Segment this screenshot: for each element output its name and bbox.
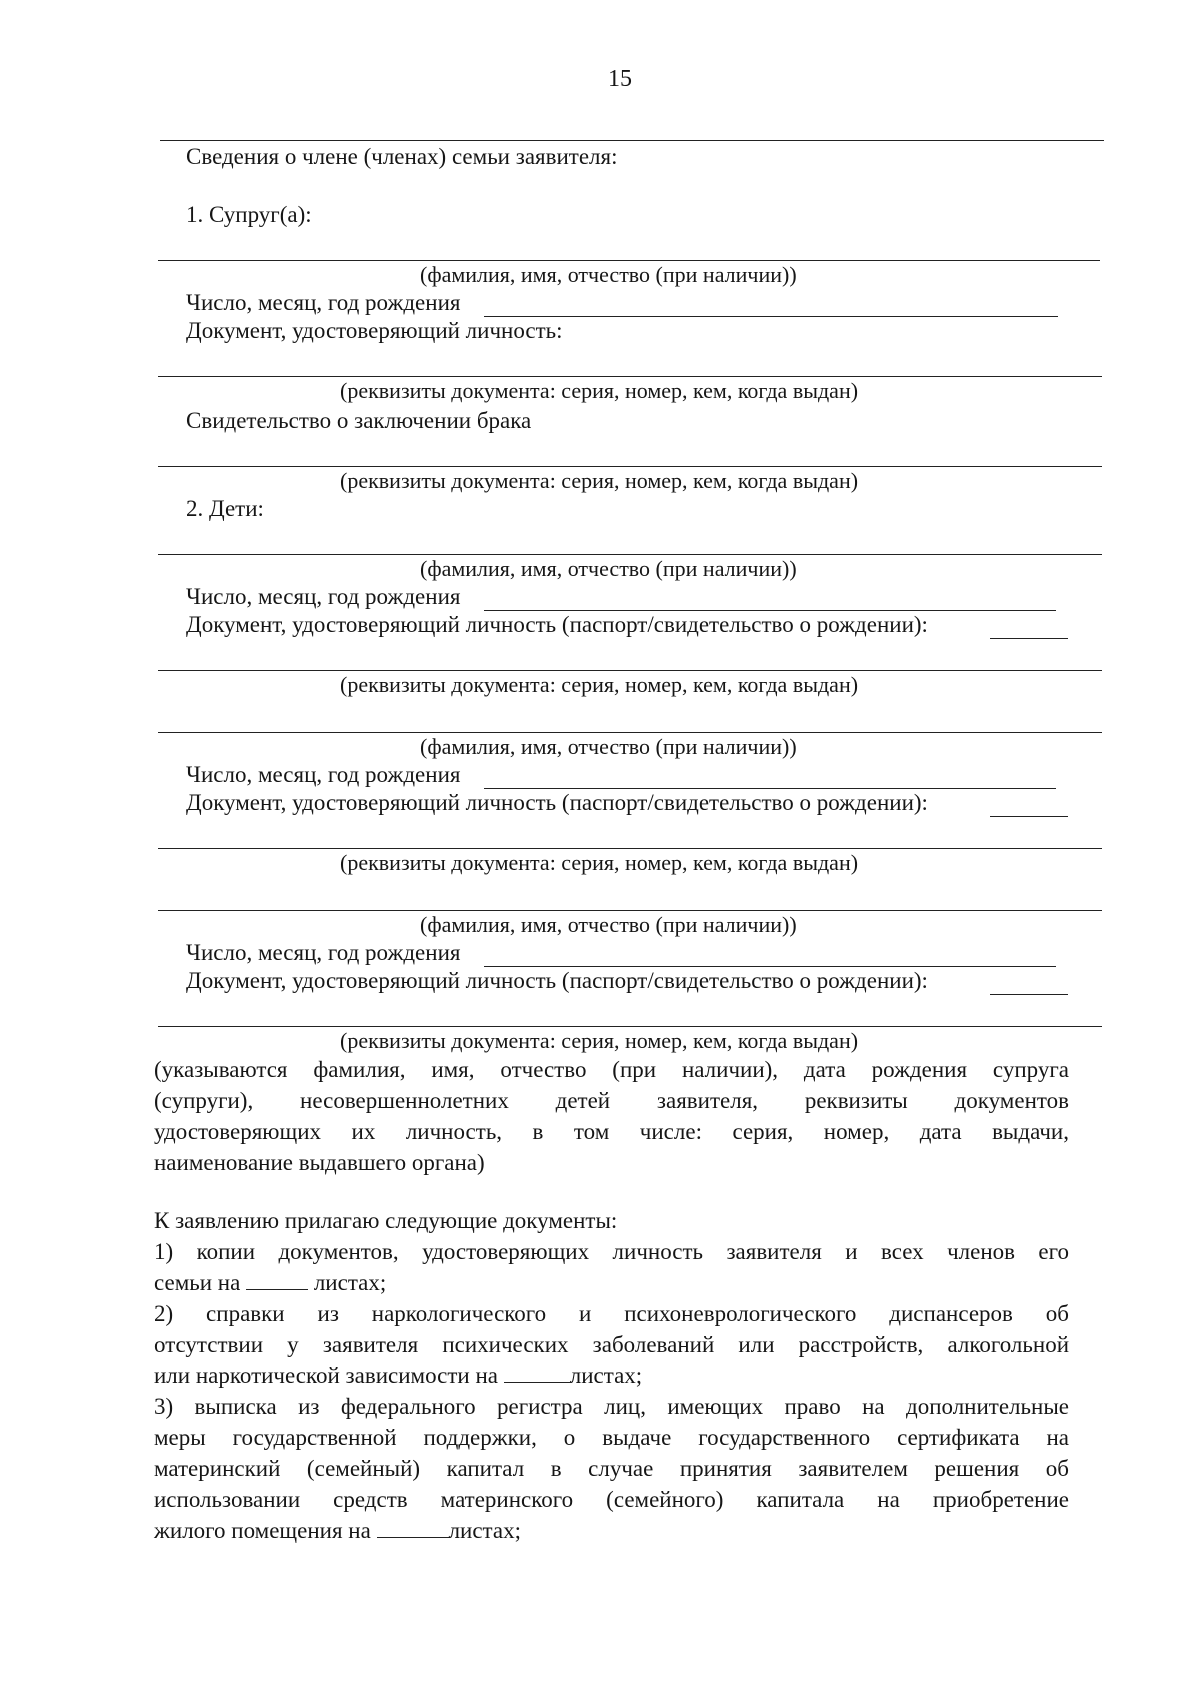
child-1-birth-field[interactable]	[484, 610, 1056, 611]
attachment-3-pages-field[interactable]	[377, 1517, 449, 1538]
child-2-birth-label: Число, месяц, год рождения	[186, 762, 461, 787]
family-note-paragraph	[154, 1054, 1069, 1178]
spouse-doc-line[interactable]	[158, 376, 1102, 377]
spouse-name-caption: (фамилия, имя, отчество (при наличии))	[420, 262, 797, 287]
attachment-1-prefix: семьи на	[154, 1270, 241, 1295]
note-line-4: наименование выдавшего органа)	[154, 1150, 485, 1175]
child-1-name-caption: (фамилия, имя, отчество (при наличии))	[420, 556, 797, 581]
spouse-birth-field[interactable]	[484, 316, 1058, 317]
note-line-1: (указываются фамилия, имя, отчество (при наличии), дата рождения супруга	[154, 1057, 1069, 1082]
child-1-id-doc-field[interactable]	[990, 638, 1068, 639]
child-3-birth-field[interactable]	[484, 966, 1056, 967]
attachment-3-line-4: использовании средств материнского (семейного) капитала на приобретение	[154, 1487, 1069, 1512]
child-3-id-doc-field[interactable]	[990, 994, 1068, 995]
attachment-3-line-5	[154, 1515, 1069, 1546]
marriage-certificate-label: Свидетельство о заключении брака	[186, 408, 532, 433]
spouse-id-doc-label: Документ, удостоверяющий личность:	[186, 318, 563, 343]
child-2-name-caption: (фамилия, имя, отчество (при наличии))	[420, 734, 797, 759]
attachment-2-suffix: листах;	[569, 1363, 643, 1388]
top-rule	[160, 140, 1104, 141]
attachment-2-pages-field[interactable]	[504, 1362, 570, 1383]
children-heading: 2. Дети:	[186, 496, 264, 521]
child-2-birth-field[interactable]	[484, 788, 1056, 789]
attachment-3-prefix: жилого помещения на	[154, 1518, 371, 1543]
child-3-name-line[interactable]	[158, 910, 1102, 911]
attachment-item-3	[154, 1391, 1069, 1546]
child-2-doc-line[interactable]	[158, 848, 1102, 849]
attachment-2-line-2: отсутствии у заявителя психических заболеваний или расстройств, алкогольной	[154, 1332, 1069, 1357]
attachment-2-prefix: или наркотической зависимости на	[154, 1363, 498, 1388]
attachment-3-line-2: меры государственной поддержки, о выдаче государственного сертификата на	[154, 1425, 1069, 1450]
attachments-heading: К заявлению прилагаю следующие документы:	[154, 1208, 618, 1233]
spouse-heading: 1. Супруг(а):	[186, 202, 312, 227]
note-line-3: удостоверяющих их личность, в том числе: серия, номер, дата выдачи,	[154, 1119, 1069, 1144]
attachment-2-line-3	[154, 1360, 1069, 1391]
note-line-2: (супруги), несовершеннолетних детей заявителя, реквизиты документов	[154, 1088, 1069, 1113]
attachment-item-2	[154, 1298, 1069, 1391]
attachment-2-line-1: 2) справки из наркологического и психоневрологического диспансеров об	[154, 1301, 1069, 1326]
attachment-1-suffix: листах;	[313, 1270, 387, 1295]
child-3-doc-line[interactable]	[158, 1026, 1102, 1027]
child-2-id-doc-field[interactable]	[990, 816, 1068, 817]
child-3-doc-caption: (реквизиты документа: серия, номер, кем, когда выдан)	[340, 1028, 859, 1053]
spouse-name-line[interactable]	[158, 260, 1100, 261]
child-2-name-line[interactable]	[158, 732, 1102, 733]
spouse-doc-caption: (реквизиты документа: серия, номер, кем, когда выдан)	[340, 378, 859, 403]
attachment-1-line-1: 1) копии документов, удостоверяющих личность заявителя и всех членов его	[154, 1239, 1069, 1264]
marriage-doc-line[interactable]	[158, 466, 1102, 467]
page-number: 15	[608, 66, 632, 92]
child-1-id-doc-label: Документ, удостоверяющий личность (паспорт/свидетельство о рождении):	[186, 612, 928, 637]
child-2-doc-caption: (реквизиты документа: серия, номер, кем, когда выдан)	[340, 850, 859, 875]
family-section-header: Сведения о члене (членах) семьи заявителя:	[186, 144, 618, 169]
child-3-name-caption: (фамилия, имя, отчество (при наличии))	[420, 912, 797, 937]
child-1-doc-line[interactable]	[158, 670, 1102, 671]
spouse-birth-label: Число, месяц, год рождения	[186, 290, 461, 315]
attachment-1-line-2	[154, 1267, 1069, 1298]
attachment-3-line-3: материнский (семейный) капитал в случае принятия заявителем решения об	[154, 1456, 1069, 1481]
attachment-3-line-1: 3) выписка из федерального регистра лиц, имеющих право на дополнительные	[154, 1394, 1069, 1419]
child-1-birth-label: Число, месяц, год рождения	[186, 584, 461, 609]
marriage-doc-caption: (реквизиты документа: серия, номер, кем, когда выдан)	[340, 468, 859, 493]
child-1-name-line[interactable]	[158, 554, 1102, 555]
child-3-birth-label: Число, месяц, год рождения	[186, 940, 461, 965]
attachment-3-suffix: листах;	[448, 1518, 521, 1543]
attachment-item-1	[154, 1236, 1069, 1298]
attachment-1-pages-field[interactable]	[246, 1269, 308, 1290]
child-3-id-doc-label: Документ, удостоверяющий личность (паспорт/свидетельство о рождении):	[186, 968, 928, 993]
child-1-doc-caption: (реквизиты документа: серия, номер, кем, когда выдан)	[340, 672, 859, 697]
child-2-id-doc-label: Документ, удостоверяющий личность (паспорт/свидетельство о рождении):	[186, 790, 928, 815]
